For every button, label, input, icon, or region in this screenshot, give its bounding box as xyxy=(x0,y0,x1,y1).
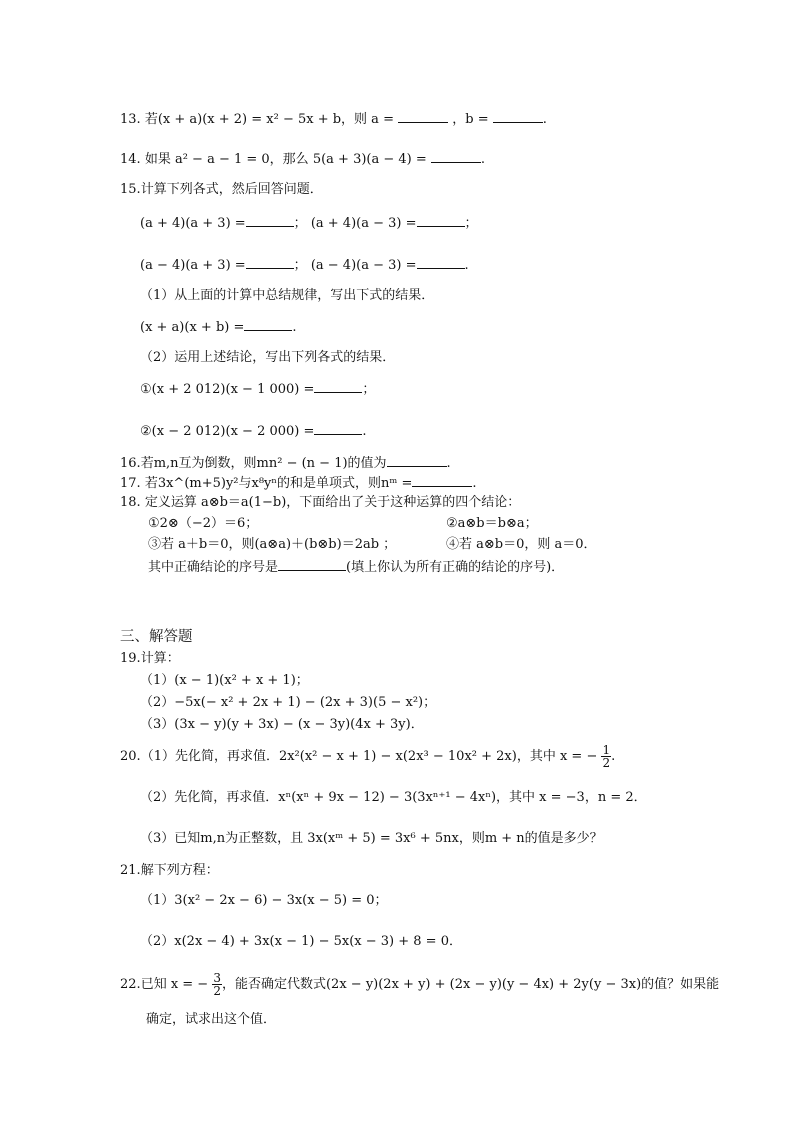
question-13 xyxy=(120,110,547,128)
expression: (x + a)(x + b) = xyxy=(140,320,245,335)
question-15-row-1 xyxy=(140,214,478,232)
expression: (a + 4)(a + 3) = xyxy=(140,216,246,231)
question-18-tail xyxy=(148,558,564,576)
question-20-part-3 xyxy=(140,831,603,847)
part-text: （1）从上面的计算中总结规律，写出下式的结果． xyxy=(140,288,435,303)
question-21-part-2 xyxy=(140,934,462,950)
conclusion-text: ②a⊗b＝b⊗a； xyxy=(446,516,538,531)
expression: (a + 4)(a − 3) = xyxy=(310,216,417,231)
part-text: （2）x(2x − 4) + 3x(x − 1) − 5x(x − 3) + 8 = 0． xyxy=(140,934,462,949)
question-number: 20. xyxy=(120,749,141,764)
part-text: （3）已知m,n为正整数，且 3x(xᵐ + 5) = 3x⁶ + 5nx，则m + n的值是多少？ xyxy=(140,831,603,846)
question-18-conclusion-2 xyxy=(446,516,538,532)
expression: (a − 4)(a − 3) = xyxy=(310,258,417,273)
fraction-numerator: 1 xyxy=(602,743,611,757)
answer-blank xyxy=(246,256,294,269)
question-number: 14. xyxy=(120,152,141,167)
question-15-part-2-item-1 xyxy=(140,380,375,398)
end-punct: . xyxy=(362,424,367,439)
question-14 xyxy=(120,150,485,168)
part-text: （2）先化简，再求值．xⁿ(xⁿ + 9x − 12) − 3(3xⁿ⁺¹ − 4xⁿ)，其中 x = −3，n = 2． xyxy=(140,790,647,805)
end-punct: ； xyxy=(362,382,376,397)
end-punct: . xyxy=(464,258,469,273)
fraction-denominator: 2 xyxy=(213,984,221,998)
question-number: 18. xyxy=(120,495,141,510)
question-20-part-2 xyxy=(140,790,647,806)
question-18-conclusion-3 xyxy=(148,537,396,553)
answer-blank xyxy=(398,110,448,123)
answer-blank xyxy=(412,474,472,487)
end-punct: . xyxy=(611,749,616,764)
question-number: 15. xyxy=(120,182,141,197)
section-title-text: 三、解答题 xyxy=(120,629,193,645)
conclusion-text: ①2⊗（−2）＝6； xyxy=(148,516,259,531)
question-text: 计算下列各式，然后回答问题． xyxy=(140,182,323,197)
section-title xyxy=(120,629,193,645)
fraction xyxy=(212,972,222,997)
conclusion-text: ④若 a⊗b＝0，则 a＝0． xyxy=(446,537,597,552)
question-18-conclusion-4 xyxy=(446,537,597,553)
part-text: （1）(x − 1)(x² + x + 1)； xyxy=(140,673,309,688)
question-text: 已知 x = − xyxy=(140,977,209,992)
question-text: 解下列方程： xyxy=(140,863,219,878)
answer-blank xyxy=(431,150,481,163)
fraction-denominator: 2 xyxy=(602,756,611,770)
question-22 xyxy=(120,970,719,1000)
question-text: 计算： xyxy=(140,651,180,666)
question-15-stem xyxy=(120,182,323,198)
expression: ①(x + 2 012)(x − 1 000) = xyxy=(140,382,315,397)
fraction xyxy=(601,744,611,769)
answer-blank xyxy=(387,454,447,467)
end-punct: . xyxy=(292,320,297,335)
question-number: 22. xyxy=(120,977,141,992)
question-text: 确定，试求出这个值． xyxy=(146,1012,277,1027)
answer-blank xyxy=(314,380,362,393)
end-punct: ； xyxy=(464,216,478,231)
separator: ； xyxy=(293,216,307,231)
question-text: ，能否确定代数式(2x − y)(2x + y) + (2x − y)(y − 4x) + 2y(y − 3x)的值？如果能 xyxy=(221,977,720,992)
question-15-part-1-expr xyxy=(140,318,297,336)
question-19-part-2 xyxy=(140,695,436,711)
part-text: （3）(3x − y)(y + 3x) − (x − 3y)(4x + 3y)． xyxy=(140,717,424,732)
question-21-part-1 xyxy=(140,893,388,909)
answer-blank xyxy=(493,110,543,123)
question-text: 定义运算 a⊗b＝a(1−b)，下面给出了关于这种运算的四个结论： xyxy=(144,495,521,510)
question-19-stem xyxy=(120,651,180,667)
question-19-part-1 xyxy=(140,673,309,689)
question-text: 其中正确结论的序号是 xyxy=(148,560,279,575)
part-text: （1）先化简，再求值．2x²(x² − x + 1) − x(2x³ − 10x² + 2x)，其中 x = − xyxy=(140,749,598,764)
part-text: （1）3(x² − 2x − 6) − 3x(x − 5) = 0； xyxy=(140,893,388,908)
answer-blank xyxy=(314,422,362,435)
answer-blank xyxy=(278,558,346,571)
question-number: 19. xyxy=(120,651,141,666)
expression: (a − 4)(a + 3) = xyxy=(140,258,246,273)
question-15-part-2 xyxy=(140,350,395,366)
separator: ； xyxy=(293,258,307,273)
question-text: 若m,n互为倒数，则mn² − (n − 1)的值为 xyxy=(140,456,387,471)
answer-blank xyxy=(417,214,465,227)
answer-blank xyxy=(244,318,292,331)
question-text: 若(x + a)(x + 2) = x² − 5x + b，则 a = xyxy=(144,112,394,127)
question-17 xyxy=(120,474,477,492)
question-22-line-2 xyxy=(146,1012,276,1028)
question-text: 若3x^(m+5)y²与x⁸yⁿ的和是单项式，则nᵐ = xyxy=(144,476,413,491)
expression: ②(x − 2 012)(x − 2 000) = xyxy=(140,424,315,439)
answer-blank xyxy=(246,214,294,227)
question-number: 21. xyxy=(120,863,141,878)
question-16 xyxy=(120,454,451,472)
question-21-stem xyxy=(120,863,219,879)
question-15-part-1 xyxy=(140,288,434,304)
question-19-part-3 xyxy=(140,717,424,733)
part-text: （2）−5x(− x² + 2x + 1) − (2x + 3)(5 − x²)； xyxy=(140,695,437,710)
end-punct: . xyxy=(542,112,547,127)
conclusion-text: ③若 a＋b＝0，则(a⊗a)＋(b⊗b)＝2ab ； xyxy=(148,537,397,552)
question-number: 17. xyxy=(120,476,141,491)
question-20-part-1 xyxy=(120,742,615,772)
question-text: (填上你认为所有正确的结论的序号)． xyxy=(346,560,565,575)
end-punct: . xyxy=(446,456,451,471)
end-punct: . xyxy=(480,152,486,167)
question-number: 16. xyxy=(120,456,141,471)
question-text: 如果 a² − a − 1 = 0，那么 5(a + 3)(a − 4) = xyxy=(144,152,427,167)
part-text: （2）运用上述结论，写出下列各式的结果． xyxy=(140,350,396,365)
question-18-stem xyxy=(120,495,520,511)
separator-text: ，b = xyxy=(452,112,489,127)
question-15-row-2 xyxy=(140,256,469,274)
question-18-conclusion-1 xyxy=(148,516,258,532)
answer-blank xyxy=(417,256,465,269)
question-number: 13. xyxy=(120,112,141,127)
fraction-numerator: 3 xyxy=(213,971,221,985)
end-punct: . xyxy=(472,476,477,491)
question-15-part-2-item-2 xyxy=(140,422,367,440)
